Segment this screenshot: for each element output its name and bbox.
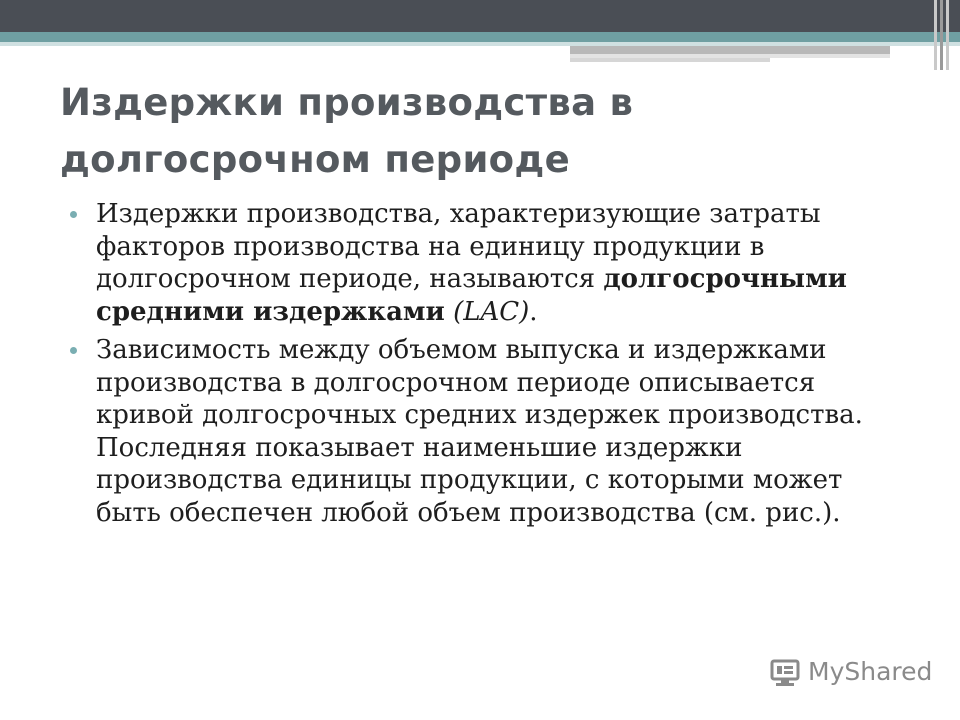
bullet-2-text: Зависимость между объемом выпуска и издержками производства в долгосрочном периоде описывается кривой долгосрочных средних издержек производства. Последняя показывает наименьшие издержки производства единицы продукции, с которыми может быть обеспечен любой объем производства (см. рис.). (96, 335, 863, 528)
bullet-1-text: Издержки производства, характеризующие затраты факторов производства на единицу продукции в долгосрочном периоде, называются (96, 199, 821, 294)
bullet-1-bold-term: долгосрочными средними издержками (96, 264, 847, 327)
bullet-dot-icon (70, 347, 77, 354)
decor-gray-bar (570, 46, 890, 54)
bullet-item-1 (66, 198, 866, 328)
bullet-1-end: . (529, 296, 538, 327)
decor-gray-bar-short (570, 58, 770, 62)
bullet-list (66, 198, 866, 535)
title-line-1: Издержки производства в (60, 81, 634, 124)
bullet-1-space (445, 297, 453, 327)
myshared-logo-icon (768, 654, 802, 688)
bullet-1-abbr: (LAC) (453, 296, 530, 327)
title-line-2: долгосрочном периоде (60, 138, 570, 181)
top-teal-bar (0, 32, 960, 42)
watermark-text: MyShared (808, 656, 933, 686)
corner-decor-lines (934, 0, 954, 70)
myshared-watermark (768, 654, 932, 688)
top-dark-bar (0, 0, 960, 32)
slide-title (60, 74, 880, 188)
bullet-item-2 (66, 334, 866, 529)
bullet-dot-icon (70, 211, 77, 218)
